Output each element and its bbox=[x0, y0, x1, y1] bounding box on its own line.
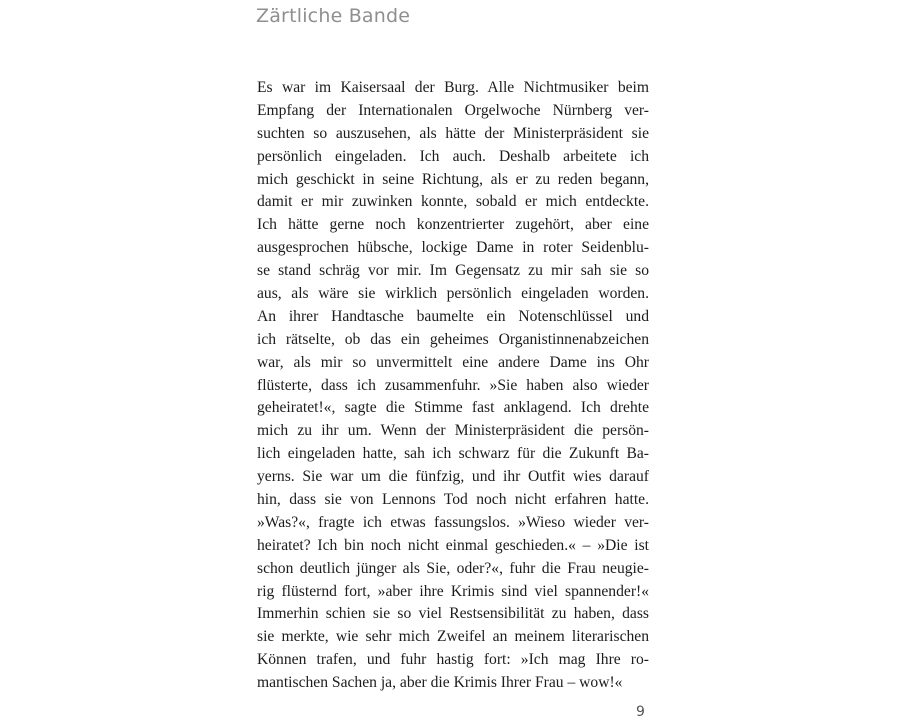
text-line: mich geschickt in seine Richtung, als er zu reden begann, bbox=[257, 170, 649, 188]
text-line: sie merkte, wie sehr mich Zweifel an meinem literarischen bbox=[257, 628, 649, 646]
page-number: 9 bbox=[636, 704, 645, 720]
text-line: yerns. Sie war um die fünfzig, und ihr Outfit wies darauf bbox=[257, 468, 649, 486]
text-line: ausgesprochen hübsche, lockige Dame in roter Seidenblu- bbox=[257, 239, 649, 257]
text-line: An ihrer Handtasche baumelte ein Notenschlüssel und bbox=[257, 307, 649, 325]
text-line: heiratet? Ich bin noch nicht einmal geschieden.« – »Die ist bbox=[257, 536, 649, 554]
text-line: Es war im Kaisersaal der Burg. Alle Nichtmusiker beim bbox=[257, 79, 649, 96]
text-line: lich eingeladen hatte, sah ich schwarz für die Zukunft Ba- bbox=[257, 445, 649, 463]
text-line: mantischen Sachen ja, aber die Krimis Ihrer Frau – wow!« bbox=[257, 674, 623, 692]
text-line: Ich hätte gerne noch konzentrierter zugehört, aber eine bbox=[257, 216, 649, 234]
text-line: »Was?«, fragte ich etwas fassungslos. »Wieso wieder ver- bbox=[257, 513, 649, 531]
text-line: se stand schräg vor mir. Im Gegensatz zu mir sah sie so bbox=[257, 262, 649, 280]
text-line: aus, als wäre sie wirklich persönlich eingeladen worden. bbox=[257, 285, 649, 303]
text-line: persönlich eingeladen. Ich auch. Deshalb arbeitete ich bbox=[257, 147, 649, 165]
body-paragraph bbox=[257, 77, 649, 695]
text-line: ich rätselte, ob das ein geheimes Organistinnenabzeichen bbox=[257, 330, 649, 348]
text-line: geheiratet!«, sagte die Stimme fast anklagend. Ich drehte bbox=[257, 399, 649, 417]
text-line: Empfang der Internationalen Orgelwoche Nürnberg ver- bbox=[257, 101, 649, 119]
text-line: hin, dass sie von Lennons Tod noch nicht erfahren hatte. bbox=[257, 491, 649, 509]
text-line: Immerhin schien sie so viel Restsensibilität zu haben, dass bbox=[257, 605, 649, 623]
text-line: war, als mir so unvermittelt eine andere Dame ins Ohr bbox=[257, 353, 649, 371]
text-line: damit er mir zuwinken konnte, sobald er mich entdeckte. bbox=[257, 193, 649, 211]
running-head-title: Zärtliche Bande bbox=[256, 5, 411, 27]
text-line: mich zu ihr um. Wenn der Ministerpräsident die persön- bbox=[257, 422, 649, 440]
text-line: Können trafen, und fuhr hastig fort: »Ich mag Ihre ro- bbox=[257, 651, 649, 669]
text-line: flüsterte, dass ich zusammenfuhr. »Sie haben also wieder bbox=[257, 376, 649, 394]
text-line: rig flüsternd fort, »aber ihre Krimis sind viel spannender!« bbox=[257, 582, 649, 600]
text-line: schon deutlich jünger als Sie, oder?«, fuhr die Frau neugie- bbox=[257, 559, 649, 577]
text-line: suchten so auszusehen, als hätte der Ministerpräsident sie bbox=[257, 124, 649, 142]
